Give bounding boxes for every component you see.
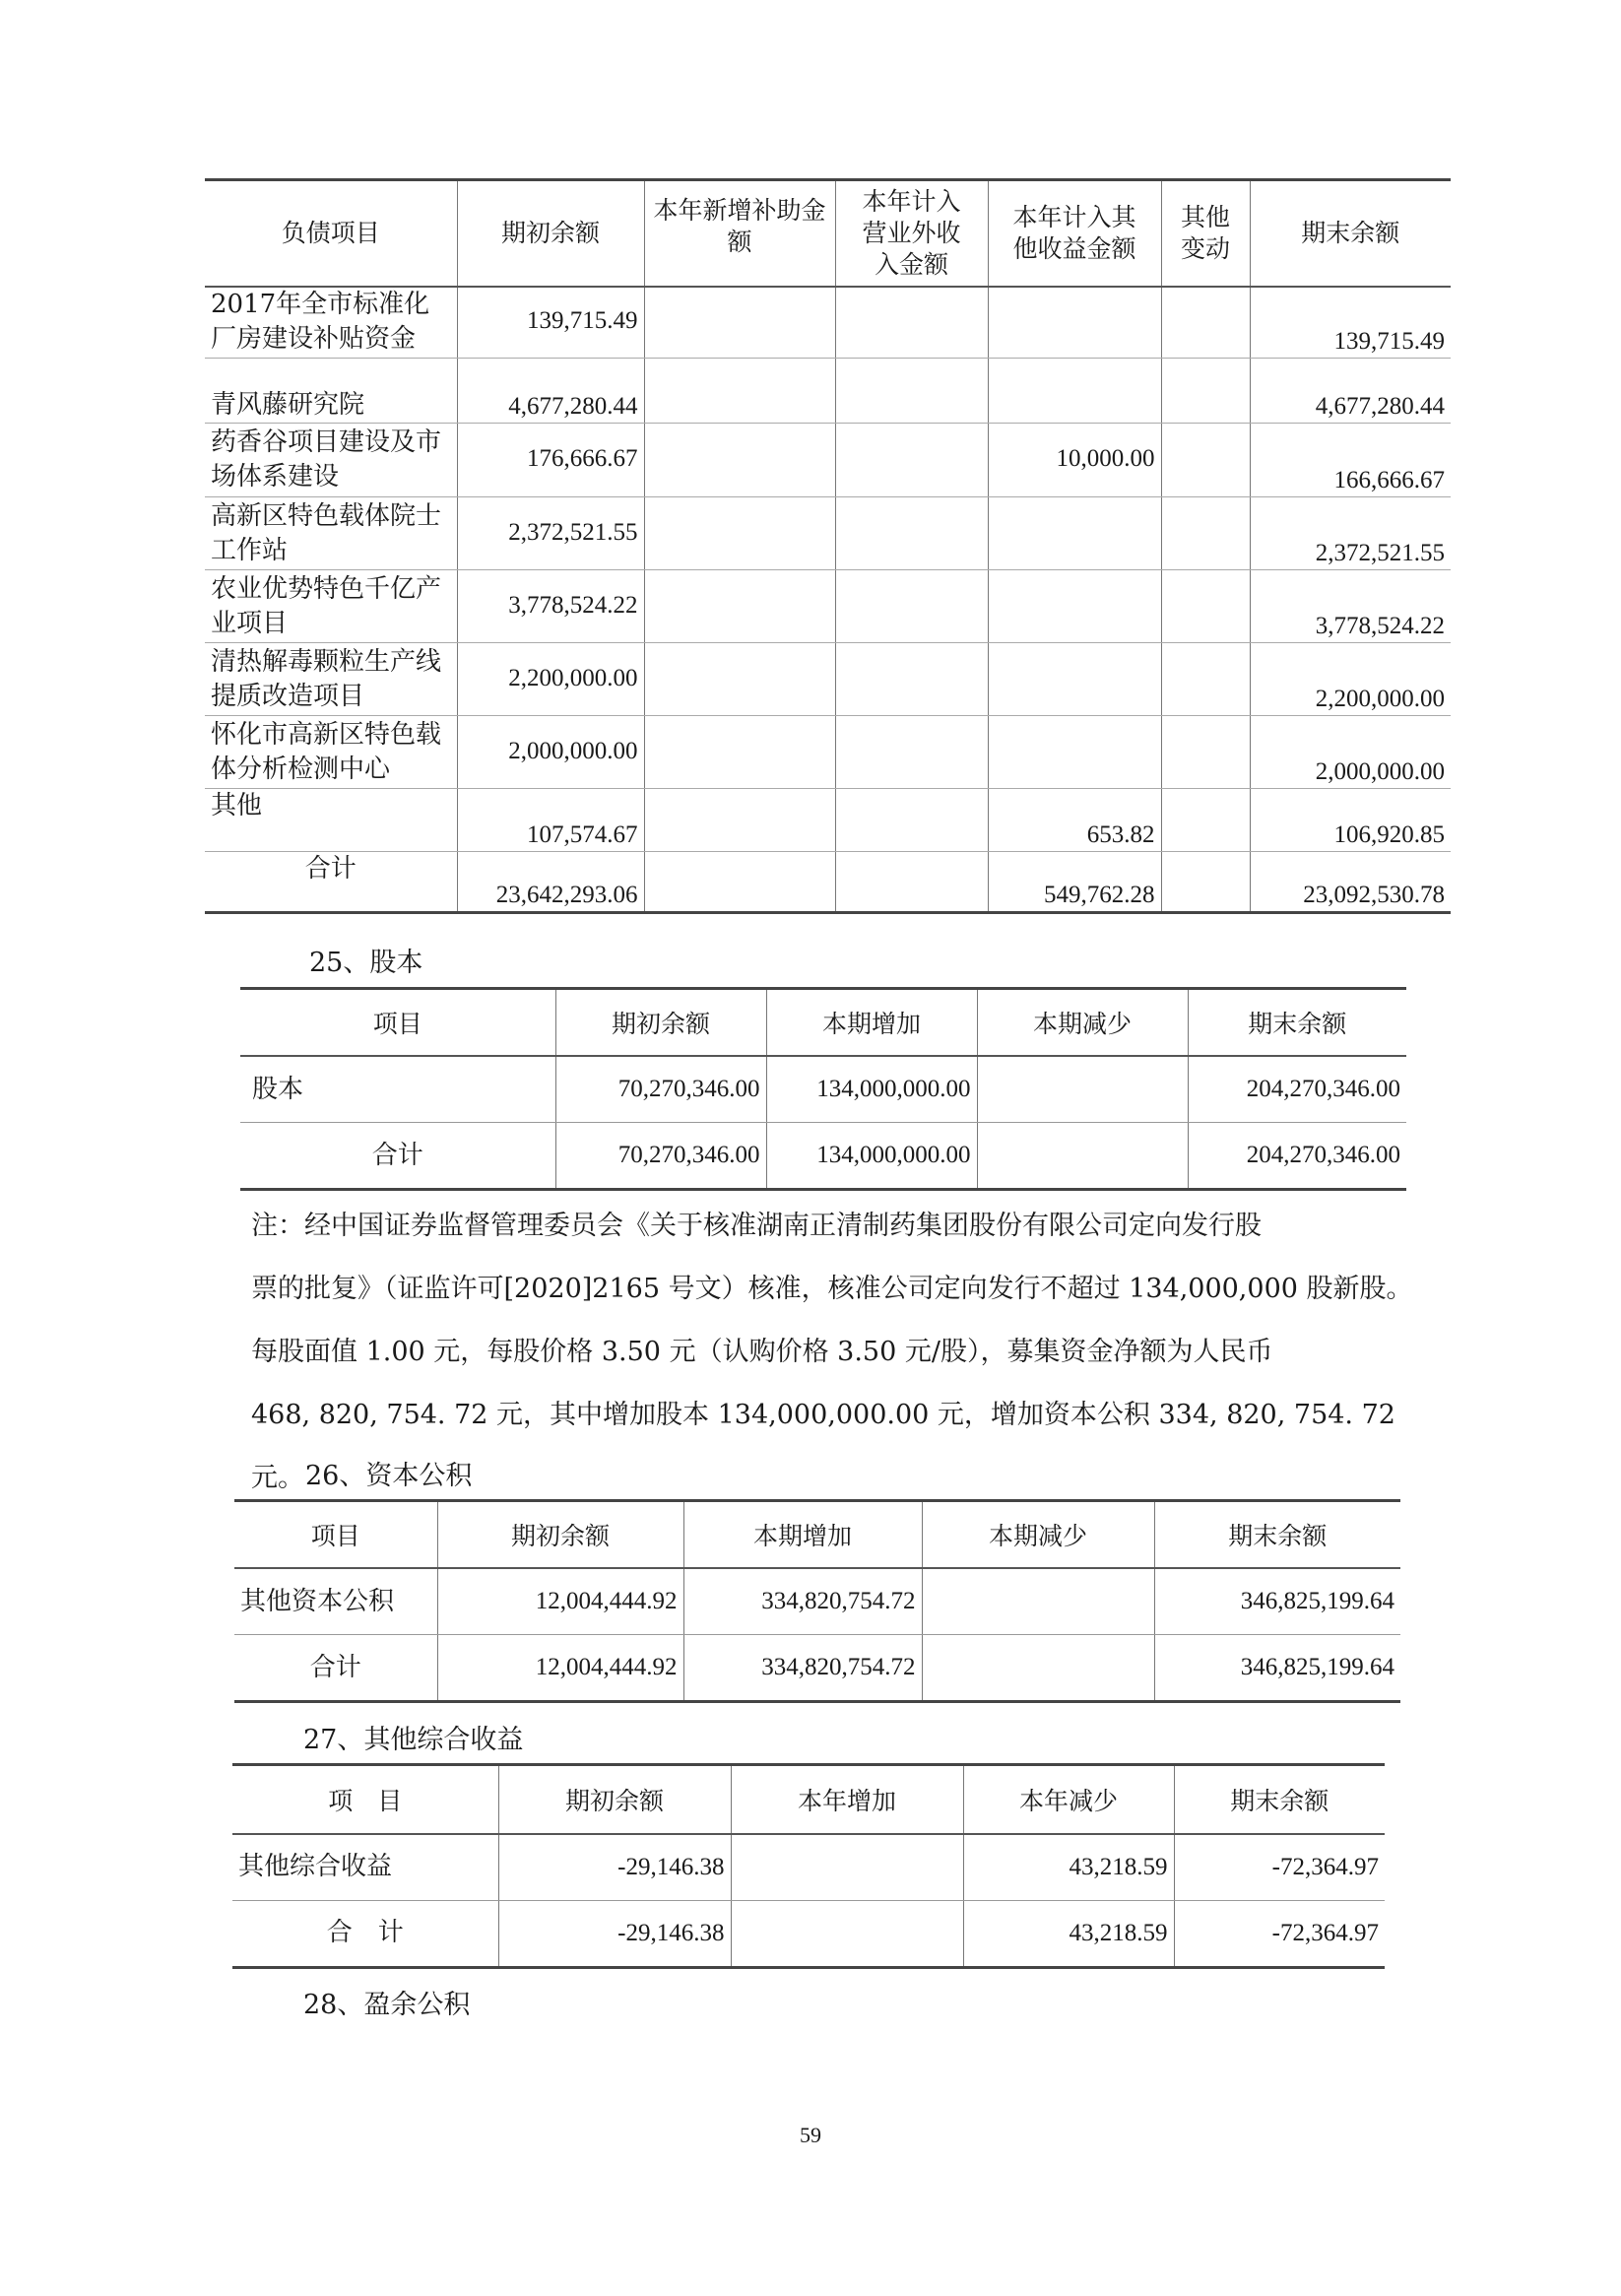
header-cell: 本期减少 <box>977 989 1188 1057</box>
row-label: 其他综合收益 <box>232 1834 498 1901</box>
other-income-amount: 653.82 <box>988 789 1161 852</box>
header-cell: 期初余额 <box>457 180 644 287</box>
other-change-amount <box>1161 359 1250 424</box>
section-title-26: 26、资本公积 <box>305 1461 473 1491</box>
opening-balance: 2,372,521.55 <box>457 497 644 570</box>
other-income-amount: 549,762.28 <box>988 852 1161 913</box>
deferred-income-table <box>205 178 1451 914</box>
row-label: 清热解毒颗粒生产线提质改造项目 <box>205 643 457 716</box>
header-cell: 本年计入其他收益金额 <box>988 180 1161 287</box>
share-capital-table <box>240 987 1406 1191</box>
table-row <box>205 359 1451 424</box>
other-income-amount: 10,000.00 <box>988 424 1161 497</box>
opening-balance: 70,270,346.00 <box>555 1123 766 1190</box>
non-operating-amount <box>835 789 988 852</box>
closing-balance: -72,364.97 <box>1174 1900 1385 1967</box>
closing-balance: 3,778,524.22 <box>1250 570 1451 643</box>
table-row <box>205 287 1451 359</box>
header-cell: 本期增加 <box>683 1501 922 1569</box>
header-cell: 本年新增补助金额 <box>644 180 835 287</box>
added-amount <box>644 789 835 852</box>
other-income-amount <box>988 570 1161 643</box>
header-cell: 期末余额 <box>1154 1501 1400 1569</box>
opening-balance: 12,004,444.92 <box>437 1568 683 1635</box>
closing-balance: 2,372,521.55 <box>1250 497 1451 570</box>
increase-amount <box>731 1834 963 1901</box>
opening-balance: -29,146.38 <box>498 1834 731 1901</box>
closing-balance: 204,270,346.00 <box>1188 1123 1406 1190</box>
other-change-amount <box>1161 570 1250 643</box>
closing-balance: 346,825,199.64 <box>1154 1635 1400 1702</box>
non-operating-amount <box>835 716 988 789</box>
page-number: 59 <box>800 2123 821 2147</box>
header-cell: 本期增加 <box>766 989 977 1057</box>
table-row <box>234 1568 1400 1635</box>
other-income-amount <box>988 287 1161 359</box>
opening-balance: 4,677,280.44 <box>457 359 644 424</box>
other-income-amount <box>988 497 1161 570</box>
table-total-row <box>240 1123 1406 1190</box>
closing-balance: 166,666.67 <box>1250 424 1451 497</box>
note-line: 票的批复》（证监许可[2020]2165 号文）核准，核准公司定向发行不超过 134,000,000 股新股。 <box>251 1274 1413 1304</box>
table-total-row <box>205 852 1451 913</box>
total-label: 合计 <box>205 852 457 913</box>
row-label: 高新区特色载体院士工作站 <box>205 497 457 570</box>
added-amount <box>644 287 835 359</box>
total-label: 合计 <box>234 1635 437 1702</box>
table-row <box>205 570 1451 643</box>
added-amount <box>644 570 835 643</box>
increase-amount: 134,000,000.00 <box>766 1056 977 1123</box>
table-header-row <box>240 989 1406 1057</box>
note-line: 注：经中国证券监督管理委员会《关于核准湖南正清制药集团股份有限公司定向发行股 <box>251 1211 1262 1241</box>
header-cell: 其他变动 <box>1161 180 1250 287</box>
table-total-row <box>234 1635 1400 1702</box>
increase-amount: 334,820,754.72 <box>683 1568 922 1635</box>
other-income-amount <box>988 643 1161 716</box>
row-label: 2017年全市标准化厂房建设补贴资金 <box>205 287 457 359</box>
header-cell: 期初余额 <box>498 1765 731 1834</box>
header-cell: 期末余额 <box>1188 989 1406 1057</box>
closing-balance: 204,270,346.00 <box>1188 1056 1406 1123</box>
table-header-row <box>234 1501 1400 1569</box>
note-line: 468, 820, 754. 72 元，其中增加股本 134,000,000.00 元，增加资本公积 334, 820, 754. 72 元。 <box>251 1400 1395 1493</box>
opening-balance: 70,270,346.00 <box>555 1056 766 1123</box>
header-cell: 项目 <box>240 989 555 1057</box>
header-cell: 负债项目 <box>205 180 457 287</box>
non-operating-amount <box>835 570 988 643</box>
note-line: 每股面值 1.00 元，每股价格 3.50 元（认购价格 3.50 元/股），募集资金净额为人民币 <box>251 1337 1273 1367</box>
opening-balance: 2,200,000.00 <box>457 643 644 716</box>
header-cell: 项目 <box>234 1501 437 1569</box>
added-amount <box>644 497 835 570</box>
row-label: 青风藤研究院 <box>205 359 457 424</box>
header-cell: 期初余额 <box>437 1501 683 1569</box>
increase-amount <box>731 1900 963 1967</box>
other-change-amount <box>1161 852 1250 913</box>
closing-balance: 2,000,000.00 <box>1250 716 1451 789</box>
row-label: 怀化市高新区特色载体分析检测中心 <box>205 716 457 789</box>
opening-balance: 139,715.49 <box>457 287 644 359</box>
non-operating-amount <box>835 424 988 497</box>
closing-balance: 23,092,530.78 <box>1250 852 1451 913</box>
other-income-amount <box>988 359 1161 424</box>
added-amount <box>644 359 835 424</box>
row-label: 其他 <box>205 789 457 852</box>
opening-balance: 176,666.67 <box>457 424 644 497</box>
capital-reserve-table <box>234 1499 1400 1703</box>
other-change-amount <box>1161 716 1250 789</box>
closing-balance: 2,200,000.00 <box>1250 643 1451 716</box>
table-row <box>205 643 1451 716</box>
opening-balance: 2,000,000.00 <box>457 716 644 789</box>
table-row <box>232 1834 1385 1901</box>
other-change-amount <box>1161 789 1250 852</box>
header-cell: 项 目 <box>232 1765 498 1834</box>
header-cell: 期末余额 <box>1250 180 1451 287</box>
increase-amount: 334,820,754.72 <box>683 1635 922 1702</box>
header-cell: 本期减少 <box>922 1501 1154 1569</box>
header-cell: 本年计入营业外收入金额 <box>835 180 988 287</box>
section-title-27: 27、其他综合收益 <box>303 1725 524 1755</box>
decrease-amount <box>977 1123 1188 1190</box>
other-income-amount <box>988 716 1161 789</box>
table-row <box>205 424 1451 497</box>
other-comprehensive-income-table <box>232 1763 1385 1969</box>
decrease-amount <box>922 1568 1154 1635</box>
non-operating-amount <box>835 852 988 913</box>
added-amount <box>644 852 835 913</box>
table-header-row <box>205 180 1451 287</box>
table-row <box>205 497 1451 570</box>
row-label: 其他资本公积 <box>234 1568 437 1635</box>
table-row <box>205 716 1451 789</box>
decrease-amount: 43,218.59 <box>963 1834 1174 1901</box>
opening-balance: 12,004,444.92 <box>437 1635 683 1702</box>
decrease-amount: 43,218.59 <box>963 1900 1174 1967</box>
table-total-row <box>232 1900 1385 1967</box>
section-title-28: 28、盈余公积 <box>303 1990 471 2020</box>
non-operating-amount <box>835 287 988 359</box>
closing-balance: 106,920.85 <box>1250 789 1451 852</box>
closing-balance: 346,825,199.64 <box>1154 1568 1400 1635</box>
section-title-25: 25、股本 <box>309 948 423 978</box>
table-row <box>240 1056 1406 1123</box>
decrease-amount <box>922 1635 1154 1702</box>
total-label: 合 计 <box>232 1900 498 1967</box>
other-change-amount <box>1161 643 1250 716</box>
opening-balance: 3,778,524.22 <box>457 570 644 643</box>
increase-amount: 134,000,000.00 <box>766 1123 977 1190</box>
total-label: 合计 <box>240 1123 555 1190</box>
row-label: 股本 <box>240 1056 555 1123</box>
row-label: 药香谷项目建设及市场体系建设 <box>205 424 457 497</box>
added-amount <box>644 643 835 716</box>
closing-balance: -72,364.97 <box>1174 1834 1385 1901</box>
added-amount <box>644 716 835 789</box>
other-change-amount <box>1161 497 1250 570</box>
other-change-amount <box>1161 424 1250 497</box>
row-label: 农业优势特色千亿产业项目 <box>205 570 457 643</box>
closing-balance: 4,677,280.44 <box>1250 359 1451 424</box>
header-cell: 本年减少 <box>963 1765 1174 1834</box>
table-row <box>205 789 1451 852</box>
opening-balance: -29,146.38 <box>498 1900 731 1967</box>
header-cell: 本年增加 <box>731 1765 963 1834</box>
non-operating-amount <box>835 643 988 716</box>
non-operating-amount <box>835 497 988 570</box>
header-cell: 期初余额 <box>555 989 766 1057</box>
opening-balance: 107,574.67 <box>457 789 644 852</box>
header-cell: 期末余额 <box>1174 1765 1385 1834</box>
added-amount <box>644 424 835 497</box>
other-change-amount <box>1161 287 1250 359</box>
decrease-amount <box>977 1056 1188 1123</box>
non-operating-amount <box>835 359 988 424</box>
closing-balance: 139,715.49 <box>1250 287 1451 359</box>
table-header-row <box>232 1765 1385 1834</box>
opening-balance: 23,642,293.06 <box>457 852 644 913</box>
